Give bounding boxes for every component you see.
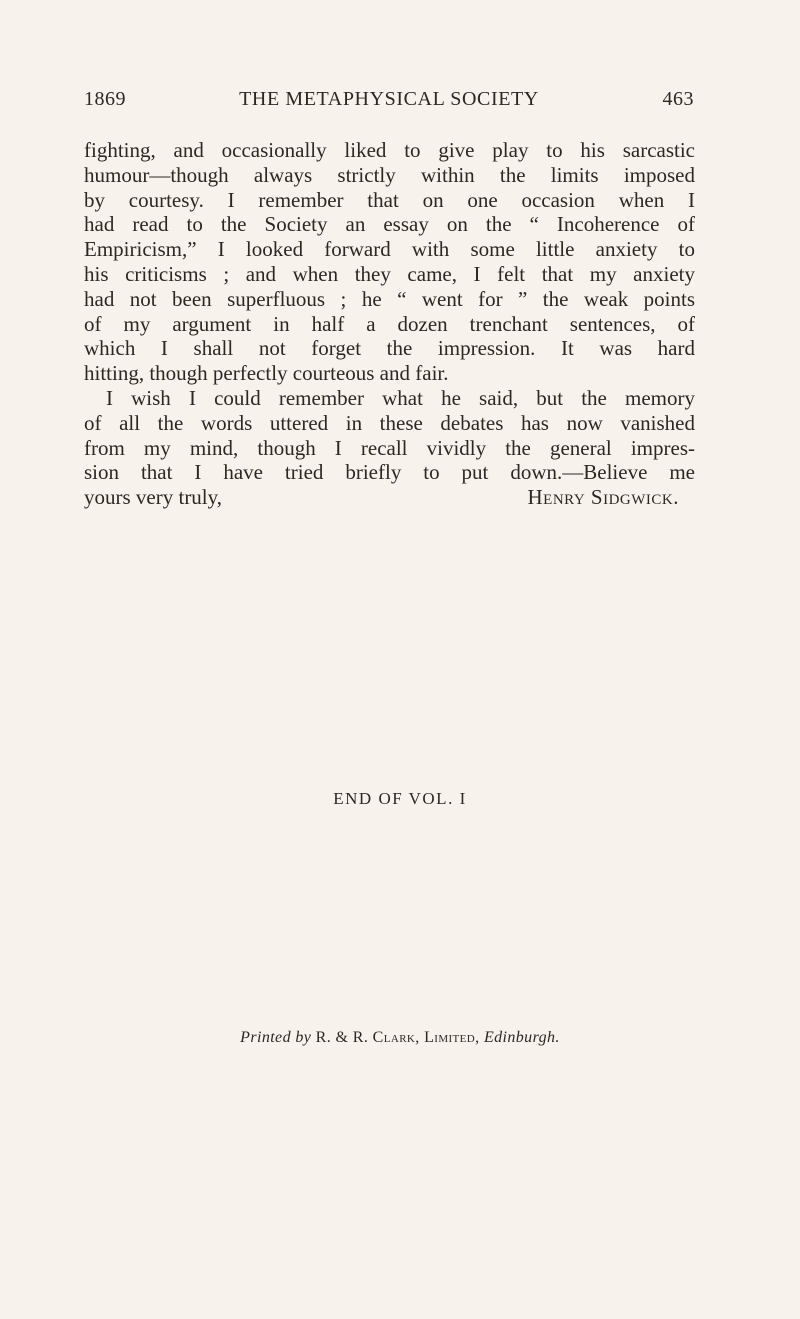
text-line: had not been superfluous ; he “ went for ” the weak points bbox=[84, 286, 695, 311]
body-text bbox=[84, 138, 695, 510]
text-line: Empiricism,” I looked forward with some little anxiety to bbox=[84, 237, 695, 262]
text-line: of my argument in half a dozen trenchant sentences, of bbox=[84, 311, 695, 336]
text-line: by courtesy. I remember that on one occasion when I bbox=[84, 187, 695, 212]
running-header bbox=[84, 88, 694, 118]
text-line: from my mind, though I recall vividly the general impres- bbox=[84, 435, 695, 460]
text-line: had read to the Society an essay on the “ Incoherence of bbox=[84, 212, 695, 237]
imprint-printed-by: Printed by bbox=[240, 1029, 312, 1046]
text-line: of all the words uttered in these debates has now vanished bbox=[84, 410, 695, 435]
paragraph-2 bbox=[84, 386, 695, 510]
imprint-printer: R. & R. Clark, Limited, bbox=[315, 1029, 480, 1046]
signature: Henry Sidgwick. bbox=[527, 485, 679, 510]
paragraph-1 bbox=[84, 138, 695, 386]
page-number: 463 bbox=[662, 88, 694, 110]
closing-salutation: yours very truly, bbox=[84, 485, 223, 510]
running-title: THE METAPHYSICAL SOCIETY bbox=[239, 88, 539, 110]
printer-imprint bbox=[0, 1029, 800, 1047]
text-line: which I shall not forget the impression. It was hard bbox=[84, 336, 695, 361]
text-line: humour—though always strictly within the limits imposed bbox=[84, 162, 695, 187]
imprint-city: Edinburgh. bbox=[483, 1029, 560, 1046]
text-line: sion that I have tried briefly to put down.—Believe me bbox=[84, 460, 695, 485]
end-of-volume: END OF VOL. I bbox=[333, 789, 467, 808]
header-year: 1869 bbox=[84, 88, 126, 110]
text-line: his criticisms ; and when they came, I felt that my anxiety bbox=[84, 261, 695, 286]
text-line: fighting, and occasionally liked to give play to his sarcastic bbox=[84, 138, 695, 162]
closing-row bbox=[84, 485, 695, 510]
text-line: hitting, though perfectly courteous and fair. bbox=[84, 361, 449, 386]
text-line: I wish I could remember what he said, but the memory bbox=[106, 385, 695, 410]
